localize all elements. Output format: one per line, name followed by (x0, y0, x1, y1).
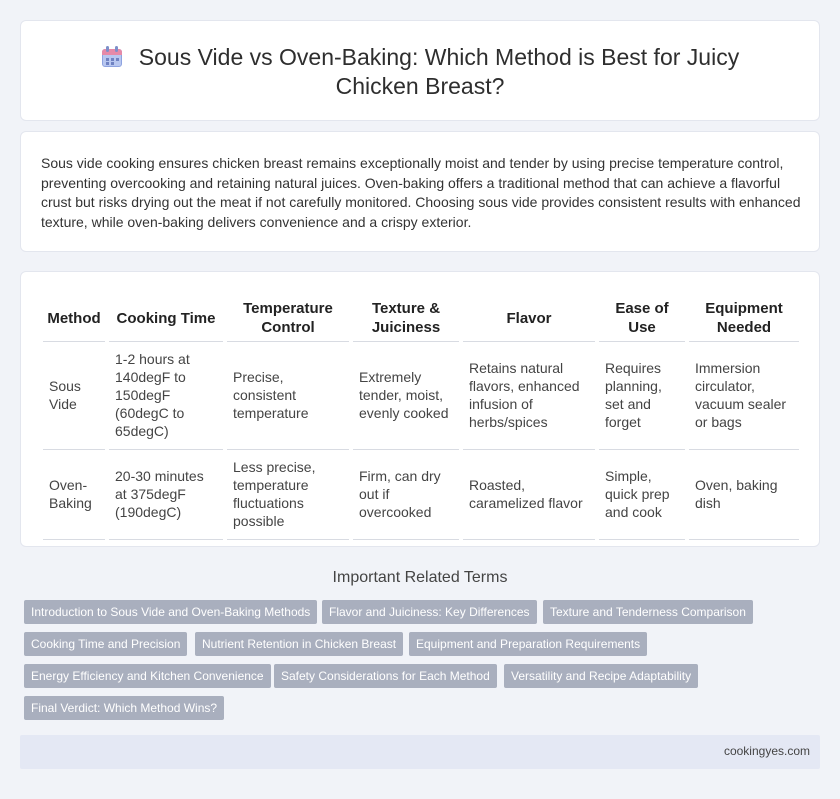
header-flavor: Flavor (461, 296, 597, 342)
related-terms-title: Important Related Terms (332, 569, 508, 586)
table-cell: Immersion circulator, vacuum sealer or bags (687, 342, 799, 450)
footer-site-link[interactable]: cookingyes.com (723, 744, 810, 758)
table-cell: Precise, consistent temperature (225, 342, 351, 450)
header-temperature-control: Temperature Control (225, 296, 351, 342)
table-cell: Requires planning, set and forget (597, 342, 687, 450)
intro-card (20, 131, 820, 252)
header-ease-of-use: Ease of Use (597, 296, 687, 342)
related-term-tag[interactable]: Cooking Time and Precision (24, 632, 187, 656)
related-term-tag[interactable]: Energy Efficiency and Kitchen Convenience (24, 664, 271, 688)
comparison-table (43, 296, 799, 540)
related-term-tag[interactable]: Flavor and Juiciness: Key Differences (322, 600, 537, 624)
related-term-tag[interactable]: Nutrient Retention in Chicken Breast (195, 632, 403, 656)
table-cell: Simple, quick prep and cook (597, 450, 687, 540)
table-row (43, 450, 799, 540)
related-term-tag[interactable]: Versatility and Recipe Adaptability (504, 664, 698, 688)
table-cell: Less precise, temperature fluctuations possible (225, 450, 351, 540)
header-texture-juiciness: Texture & Juiciness (351, 296, 461, 342)
calendar-icon (101, 46, 123, 68)
header-cooking-time: Cooking Time (107, 296, 225, 342)
table-cell: 20-30 minutes at 375degF (190degC) (107, 450, 225, 540)
header-equipment: Equipment Needed (687, 296, 799, 342)
footer (20, 735, 820, 769)
table-cell: 1-2 hours at 140degF to 150degF (60degC to 65degC) (107, 342, 225, 450)
table-cell: Retains natural flavors, enhanced infusion of herbs/spices (461, 342, 597, 450)
table-row (43, 342, 799, 450)
page-title: Sous Vide vs Oven-Baking: Which Method is Best for Juicy Chicken Breast? (138, 44, 740, 99)
intro-paragraph: Sous vide cooking ensures chicken breast remains exceptionally moist and tender by using precise temperature control, preventing overcooking and retaining natural juices. Oven-baking offers a traditional method that can achieve a flavorful crust but risks drying out the meat if not carefully monitored. Choosing sous vide provides consistent results with enhanced texture, while oven-baking delivers convenience and a crispy exterior. (41, 155, 801, 230)
table-cell: Oven-Baking (43, 450, 107, 540)
table-cell: Extremely tender, moist, evenly cooked (351, 342, 461, 450)
related-term-tag[interactable]: Introduction to Sous Vide and Oven-Baking Methods (24, 600, 317, 624)
comparison-card (20, 271, 820, 547)
table-cell: Sous Vide (43, 342, 107, 450)
table-header-row (43, 296, 799, 342)
table-cell: Oven, baking dish (687, 450, 799, 540)
related-term-tag[interactable]: Texture and Tenderness Comparison (543, 600, 753, 624)
table-cell: Roasted, caramelized flavor (461, 450, 597, 540)
related-term-tag[interactable]: Safety Considerations for Each Method (274, 664, 497, 688)
related-term-tag[interactable]: Final Verdict: Which Method Wins? (24, 696, 224, 720)
table-cell: Firm, can dry out if overcooked (351, 450, 461, 540)
header-method: Method (43, 296, 107, 342)
related-term-tag[interactable]: Equipment and Preparation Requirements (409, 632, 647, 656)
title-card (20, 20, 820, 121)
